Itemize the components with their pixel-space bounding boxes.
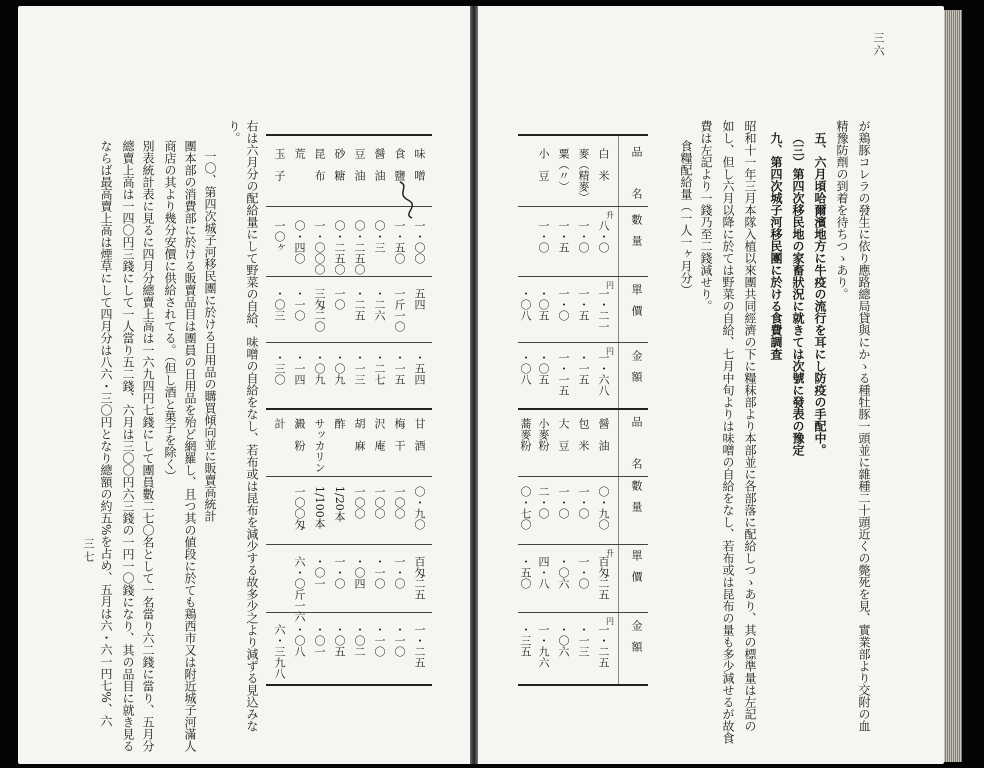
- table-cell: 沢 庵: [373, 418, 386, 451]
- table-cell: ・〇八: [519, 288, 532, 321]
- table-rule: [518, 476, 648, 477]
- table-cell: ・一四: [293, 352, 306, 385]
- table-cell: 梅 干: [393, 418, 406, 451]
- table-cell: 百匁二五: [597, 556, 610, 600]
- table-cell: 醤 油: [597, 418, 610, 451]
- right-text-line: 食糧配給量（一人一ヶ月分）: [679, 140, 693, 296]
- right-text-line: 五、六月頃哈爾濱地方に牛疫の流行を耳にし防疫の手配中。: [813, 132, 827, 456]
- left-text-line: り。: [227, 120, 241, 144]
- table-cell: 胡 麻: [353, 418, 366, 451]
- table-cell: 四・八: [537, 556, 550, 589]
- unit-label: 円: [606, 617, 614, 626]
- table-rule: [266, 408, 432, 410]
- table-cell: 1/100本: [313, 486, 326, 529]
- table-cell: 小 豆: [537, 148, 550, 181]
- table-cell: 玉 子: [273, 148, 286, 181]
- table-cell: ・〇九: [333, 352, 346, 385]
- table-header: 金額: [630, 350, 643, 392]
- table-cell: ・一三: [577, 624, 590, 657]
- table-cell: 一・〇: [393, 556, 406, 589]
- table-cell: 包 米: [577, 418, 590, 451]
- page-number-left: 三七: [82, 538, 95, 564]
- table-rule: [518, 206, 648, 207]
- table-rule: [266, 276, 432, 277]
- table-cell: 一・二五: [413, 624, 426, 668]
- table-cell: 砂 糖: [333, 148, 346, 181]
- table-cell: ・〇五: [537, 352, 550, 385]
- table-cell: ・二七: [373, 352, 386, 385]
- table-cell: ・〇五: [333, 624, 346, 657]
- table-header: 單價: [630, 284, 643, 326]
- table-cell: ・〇八: [519, 352, 532, 385]
- left-text-line: 一〇、第四次城子河移民團に於ける日用品の購買傾向並に販賣高統計: [203, 150, 217, 522]
- right-text-line: （三）第四次移民地の家畜狀況に就きては次號に發表の豫定: [791, 132, 805, 456]
- right-text-line: 精豫防劑の到着を待ちつゝあり。: [835, 120, 849, 300]
- table-cell: 一・五: [557, 220, 570, 253]
- table-cell: ・一三: [353, 352, 366, 385]
- table-cell: 一・〇〇: [413, 220, 426, 264]
- table-cell: 荒: [293, 148, 306, 159]
- table-cell: 昆 布: [313, 148, 326, 181]
- table-cell: 一・五〇: [393, 220, 406, 264]
- table-header: 金額: [630, 620, 643, 662]
- table-cell: 一斤一〇: [393, 288, 406, 332]
- table-rule: [518, 276, 648, 277]
- table-cell: 一・〇: [557, 288, 570, 321]
- table-cell: ・一〇: [373, 556, 386, 589]
- table-cell: 〇・九〇: [597, 486, 610, 530]
- table-cell: ・三〇: [273, 352, 286, 385]
- table-rule: [266, 544, 432, 545]
- table-cell: 小麥粉: [537, 418, 550, 451]
- table-cell: 食 鹽: [393, 148, 406, 181]
- table-cell: 豆 油: [353, 148, 366, 181]
- right-text-line: が鶏豚コレラの發生に依り應路總局貸與にかゝる種牡豚一頭並に雜種二十頭近くの斃死を見、實業部より交附の血: [857, 120, 871, 732]
- table-cell: 一・〇〇〇: [313, 220, 326, 275]
- left-text-line: 團本部の消費部に於ける販賣品目は團員の日用品を殆ど網羅し、且つ其の値段に於ても鶏西市又は附近城子河滿人: [183, 140, 197, 752]
- table-cell: 二・〇: [537, 486, 550, 519]
- table-cell: ・二五: [353, 288, 366, 321]
- table-cell: 五四: [413, 288, 426, 310]
- table-rule: [518, 544, 648, 545]
- table-cell: 六・〇斤一六: [293, 556, 306, 622]
- table-cell: 一・六八: [597, 352, 610, 396]
- right-text-line: 昭和十一年三月本隊入植以來團共同經濟の下に糧秣部より本部並に各部落に配給しつゝあり、其の標準量は左記の: [743, 120, 757, 732]
- table-header: 品 名: [630, 416, 643, 479]
- left-text-line: 別表統計表に見るに四月分總賣上高は一六九四円七錢にして團員數二七〇名として一名當り六二錢に當り、五月分: [141, 140, 155, 752]
- table-cell: 六・三九八: [273, 624, 286, 679]
- table-cell: ・五四: [413, 352, 426, 385]
- table-cell: 白 米: [597, 148, 610, 181]
- table-cell: 一・一五: [557, 352, 570, 396]
- table-cell: 味 噌: [413, 148, 426, 181]
- left-text-line: 右は六月分の配給量にして野菜の自給、味噌の自給をなし、若布或は昆布を減少する故多少之より減ずる見込みな: [245, 120, 259, 732]
- table-cell: 一・〇: [577, 556, 590, 589]
- left-text-line: ならば最高賣上高は煙草にして四月分は八六・三〇円となり總額の約五%を占め、五月は六・六一円七%、六: [99, 140, 113, 727]
- table-cell: 粟（〃）: [557, 148, 570, 192]
- table-cell: 一・二五: [597, 624, 610, 668]
- table-cell: ・〇四: [353, 556, 366, 589]
- table-cell: 一・九六: [537, 624, 550, 668]
- table-cell: 酢: [333, 418, 346, 429]
- table-cell: ・五〇: [519, 556, 532, 589]
- table-cell: ・一五: [393, 352, 406, 385]
- unit-label: 円: [606, 347, 614, 356]
- table-cell: 大 豆: [557, 418, 570, 451]
- table-cell: 八・〇: [597, 220, 610, 253]
- table-cell: 一・五: [577, 288, 590, 321]
- table-cell: 一・〇: [537, 220, 550, 253]
- table-cell: ・三五: [519, 624, 532, 657]
- table-rule: [266, 612, 432, 613]
- table-cell: ・一五: [577, 352, 590, 385]
- table-cell: 蕎麥粉: [519, 418, 532, 451]
- table-header: 數量: [630, 214, 643, 256]
- table-cell: ・〇三: [273, 288, 286, 321]
- table-cell: ・〇六: [557, 624, 570, 657]
- table-cell: 一・〇: [577, 220, 590, 253]
- table-cell: サッカリン: [313, 418, 326, 473]
- table-cell: ・〇一: [313, 556, 326, 589]
- unit-label: 升: [606, 549, 614, 558]
- table-rule: [266, 476, 432, 477]
- page-edges: [944, 10, 962, 762]
- table-cell: 甘 酒: [413, 418, 426, 451]
- table-cell: ・〇八: [293, 624, 306, 657]
- table-cell: 1/20本: [333, 486, 346, 522]
- left-text-line: 總賣上高は一四〇円三錢にして一人當り五二錢、六月は三〇〇円六三錢の一円一〇錢になり、其の品目に就き見る: [121, 140, 135, 752]
- table-cell: 澱 粉: [293, 418, 306, 451]
- table-cell: 一〇〇匁: [293, 486, 306, 530]
- left-text-line: 商店の其より幾分安價に供給されてる。（但し酒と菓子を除く）: [163, 140, 177, 482]
- table-cell: 一〇: [333, 288, 346, 310]
- table-cell: 一・〇: [577, 486, 590, 519]
- table-cell: 麥（精麥）: [577, 148, 590, 203]
- table-cell: 〇・九〇: [413, 486, 426, 530]
- page-number-right: 三六: [872, 32, 885, 58]
- book-binding: [470, 6, 478, 764]
- table-cell: 一〇〇: [353, 486, 366, 519]
- table-cell: 一・〇: [333, 556, 346, 589]
- table-cell: 一〇ヶ: [273, 220, 286, 253]
- table-header: 品 名: [630, 146, 643, 209]
- table-cell: ・〇五: [537, 288, 550, 321]
- table-header: 單價: [630, 550, 643, 592]
- table-cell: ・二六: [373, 288, 386, 321]
- table-cell: 一・〇: [557, 486, 570, 519]
- table-cell: 三匁二〇: [313, 288, 326, 332]
- table-rule: [518, 612, 648, 613]
- right-text-line: 九、第四次城子河移民團に於ける食費調査: [769, 132, 783, 360]
- right-text-line: 費は左記より一錢乃至二錢減せり。: [699, 120, 713, 312]
- table-cell: 〇・二五〇: [353, 220, 366, 275]
- table-cell: 〇・二五〇: [333, 220, 346, 275]
- table-cell: 一〇〇: [373, 486, 386, 519]
- table-cell: 〇・三: [373, 220, 386, 253]
- table-header: 數量: [630, 480, 643, 522]
- table-cell: ・〇一: [313, 624, 326, 657]
- table-cell: ・一〇: [373, 624, 386, 657]
- table-rule: [618, 136, 619, 684]
- table-rule: [518, 408, 648, 410]
- food-table-right: [518, 134, 648, 686]
- table-cell: 百匁二五: [413, 556, 426, 600]
- table-cell: ・〇二: [353, 624, 366, 657]
- table-cell: 一・二一: [597, 288, 610, 332]
- table-rule: [266, 342, 432, 343]
- table-cell: 醤 油: [373, 148, 386, 181]
- table-cell: 一〇〇: [393, 486, 406, 519]
- right-text-line: 如し、但し六月以降に於ては野菜の自給、七月中旬よりは味噌の自給をなし、若布或は昆布の量も多少減せるが故食: [721, 120, 735, 744]
- unit-label: 升: [606, 211, 614, 220]
- table-cell: 〇・四〇: [293, 220, 306, 264]
- table-cell: ・一〇: [393, 624, 406, 657]
- unit-label: 円: [606, 281, 614, 290]
- table-cell: ・一〇: [293, 288, 306, 321]
- table-rule: [518, 342, 648, 343]
- table-cell: 〇・七〇: [519, 486, 532, 530]
- table-cell: 計: [273, 418, 286, 429]
- handwritten-mark: [392, 180, 422, 220]
- table-cell: ・〇九: [313, 352, 326, 385]
- table-cell: ・〇六: [557, 556, 570, 589]
